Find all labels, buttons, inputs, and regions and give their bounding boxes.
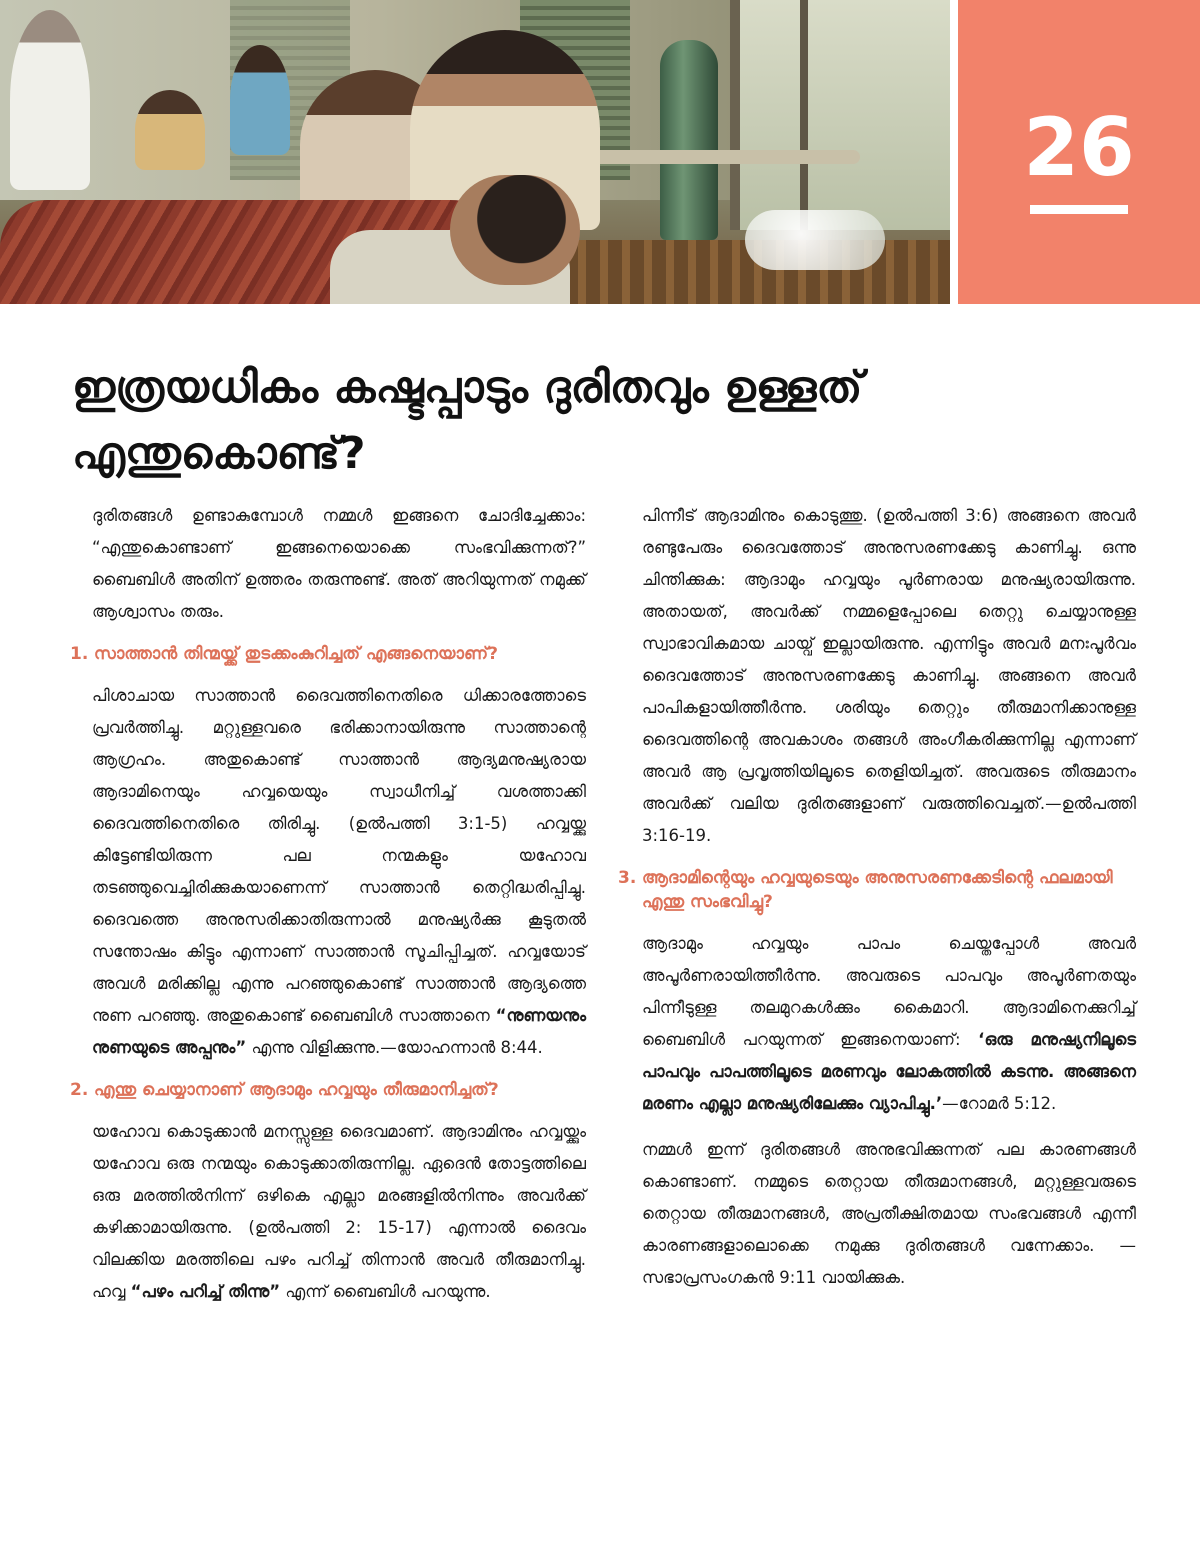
question-1 bbox=[70, 642, 586, 666]
question-2-number: 2. bbox=[70, 1080, 89, 1100]
answer-2-paragraph bbox=[70, 1116, 586, 1308]
lesson-number-panel bbox=[958, 0, 1200, 304]
answer-1-text: പിശാചായ സാത്താൻ ദൈവത്തിനെതിരെ ധിക്കാരത്തോടെ പ്രവർത്തിച്ചു. മറ്റുള്ളവരെ ഭരിക്കാനായിരുന്നു സാത്താന്റെ ആഗ്രഹം. അതുകൊണ്ട് സാത്താൻ ആദ്യമനുഷ്യരായ ആദാമിനെയും ഹവ്വയെയും സ്വാധീനിച്ച് വശത്താക്കി ദൈവത്തിനെതിരെ തിരിച്ചു. (ഉൽപത്തി 3:1-5) ഹവ്വയ്ക്കു കിട്ടേണ്ടിയിരുന്ന പല നന്മകളും യഹോവ തടഞ്ഞുവെച്ചിരിക്കുകയാണെന്ന് സാത്താൻ തെറ്റിദ്ധരിപ്പിച്ചു. ദൈവത്തെ അനുസരിക്കാതിരുന്നാൽ മനുഷ്യർക്കു കൂടുതൽ സന്തോഷം കിട്ടും എന്നാണ് സാത്താൻ സൂചിപ്പിച്ചത്. ഹവ്വയോട് അവൾ മരിക്കില്ല എന്നു പറഞ്ഞുകൊണ്ട് സാത്താൻ ആദ്യത്തെ നുണ പറഞ്ഞു. അതുകൊണ്ട് ബൈബിൾ സാത്താനെ bbox=[92, 686, 586, 1025]
answer-1-paragraph bbox=[70, 680, 586, 1064]
question-1-heading: സാത്താൻ തിന്മയ്ക്ക് തുടക്കംകുറിച്ചത് എങ്ങനെയാണ്? bbox=[94, 644, 498, 664]
question-2 bbox=[70, 1078, 586, 1102]
question-1-number: 1. bbox=[70, 644, 89, 664]
question-3-heading: ആദാമിന്റെയും ഹവ്വയുടെയും അനുസരണക്കേടിന്റെ ഫലമായി എന്തു സംഭവിച്ചു? bbox=[642, 868, 1113, 912]
lesson-number: 26 bbox=[1023, 101, 1135, 194]
right-column bbox=[618, 500, 1136, 1308]
lesson-number-underline bbox=[1030, 205, 1128, 214]
plastic-bag bbox=[745, 210, 885, 270]
question-3-number: 3. bbox=[618, 868, 637, 888]
patient-visitor-figure bbox=[135, 90, 205, 170]
left-column bbox=[70, 500, 586, 1322]
answer-3-tail: —റോമർ 5:12. bbox=[942, 1094, 1057, 1113]
answer-3-paragraph bbox=[618, 928, 1136, 1120]
oxygen-cylinder bbox=[660, 40, 718, 240]
answer-2-continued: പിന്നീട് ആദാമിനും കൊടുത്തു. (ഉൽപത്തി 3:6) അങ്ങനെ അവർ രണ്ടുപേരും ദൈവത്തോട് അനുസരണക്കേടു കാണിച്ചു. ഒന്നു ചിന്തിക്കുക: ആദാമും ഹവ്വയും പൂർണരായ മനുഷ്യരായിരുന്നു. അതായത്, അവർക്ക് നമ്മളെപ്പോലെ തെറ്റു ചെയ്യാനുള്ള സ്വാഭാവികമായ ചായ്വ് ഇല്ലായിരുന്നു. എന്നിട്ടും അവർ മനഃപൂർവം ദൈവത്തോട് അനുസരണക്കേടു കാണിച്ചു. അങ്ങനെ അവർ പാപികളായിത്തീർന്നു. ശരിയും തെറ്റും തീരുമാനിക്കാനുള്ള ദൈവത്തിന്റെ അവകാശം തങ്ങൾ അംഗീകരിക്കുന്നില്ല എന്നാണ് അവർ ആ പ്രവൃത്തിയിലൂടെ തെളിയിച്ചത്. അവരുടെ തീരുമാനം അവർക്ക് വലിയ ദുരിതങ്ങളാണ് വരുത്തിവെച്ചത്.—ഉൽപത്തി 3:16-19. bbox=[642, 506, 1136, 845]
hero-photo bbox=[0, 0, 950, 304]
answer-2-tail: എന്ന് ബൈബിൾ പറയുന്നു. bbox=[285, 1282, 491, 1301]
question-2-heading: എന്തു ചെയ്യാനാണ് ആദാമും ഹവ്വയും തീരുമാനിച്ചത്? bbox=[94, 1080, 499, 1100]
answer-3-text: ആദാമും ഹവ്വയും പാപം ചെയ്തപ്പോൾ അവർ അപൂർണരായിത്തീർന്നു. അവരുടെ പാപവും അപൂർണതയും പിന്നീടുള്ള തലമുറകൾക്കും കൈമാറി. ആദാമിനെക്കുറിച്ച് ബൈബിൾ പറയുന്നത് ഇങ്ങനെയാണ്: bbox=[642, 934, 1136, 1049]
page-title: ഇത്രയധികം കഷ്ടപ്പാടും ദുരിതവും ഉള്ളത് എന്തുകൊണ്ട്? bbox=[72, 362, 863, 479]
closing-paragraph: നമ്മൾ ഇന്ന് ദുരിതങ്ങൾ അനുഭവിക്കുന്നത് പല കാരണങ്ങൾ കൊണ്ടാണ്. നമ്മുടെ തെറ്റായ തീരുമാനങ്ങൾ, മറ്റുള്ളവരുടെ തെറ്റായ തീരുമാനങ്ങൾ, അപ്രതീക്ഷിതമായ സംഭവങ്ങൾ എന്നീ കാരണങ്ങളാലൊക്കെ നമുക്കു ദുരിതങ്ങൾ വന്നേക്കാം. —സഭാപ്രസംഗകൻ 9:11 വായിക്കുക. bbox=[642, 1140, 1136, 1287]
photo-window bbox=[730, 0, 950, 230]
sick-child-figure bbox=[450, 175, 580, 285]
answer-3-bold-quote: ‘ഒരു മനുഷ്യനിലൂടെ പാപവും പാപത്തിലൂടെ മരണവും ലോകത്തിൽ കടന്നു. അങ്ങനെ മരണം എല്ലാ മനുഷ്യരിലേക്കും വ്യാപിച്ചു.’ bbox=[642, 1030, 1137, 1113]
doctor-figure bbox=[10, 10, 90, 190]
woven-mat bbox=[520, 240, 950, 304]
question-3 bbox=[618, 866, 1136, 914]
answer-2-text: യഹോവ കൊടുക്കാൻ മനസ്സുള്ള ദൈവമാണ്. ആദാമിനും ഹവ്വയ്ക്കും യഹോവ ഒരു നന്മയും കൊടുക്കാതിരുന്നില്ല. ഏദെൻ തോട്ടത്തിലെ ഒരു മരത്തിൽനിന്ന് ഒഴികെ എല്ലാ മരങ്ങളിൽനിന്നും അവർക്ക് കഴിക്കാമായിരുന്നു. (ഉൽപത്തി 2: 15-17) എന്നാൽ ദൈവം വിലക്കിയ മരത്തിലെ പഴം പറിച്ച് തിന്നാൻ അവർ തീരുമാനിച്ചു. ഹവ്വ bbox=[92, 1122, 586, 1301]
nurse-figure bbox=[230, 45, 290, 155]
answer-2-bold-quote: “പഴം പറിച്ച് തിന്നു” bbox=[130, 1282, 281, 1301]
answer-1-tail: എന്നു വിളിക്കുന്നു.—യോഹന്നാൻ 8:44. bbox=[251, 1038, 543, 1057]
answer-1-bold-quote: “നുണയനും നുണയുടെ അപ്പനും” bbox=[92, 1006, 587, 1057]
intro-paragraph: ദുരിതങ്ങൾ ഉണ്ടാകുമ്പോൾ നമ്മൾ ഇങ്ങനെ ചോദിച്ചേക്കാം: “എന്തുകൊണ്ടാണ് ഇങ്ങനെയൊക്കെ സംഭവിക്കുന്നത്?” ബൈബിൾ അതിന് ഉത്തരം തരുന്നുണ്ട്. അത് അറിയുന്നത് നമുക്ക് ആശ്വാസം തരും. bbox=[92, 506, 586, 621]
